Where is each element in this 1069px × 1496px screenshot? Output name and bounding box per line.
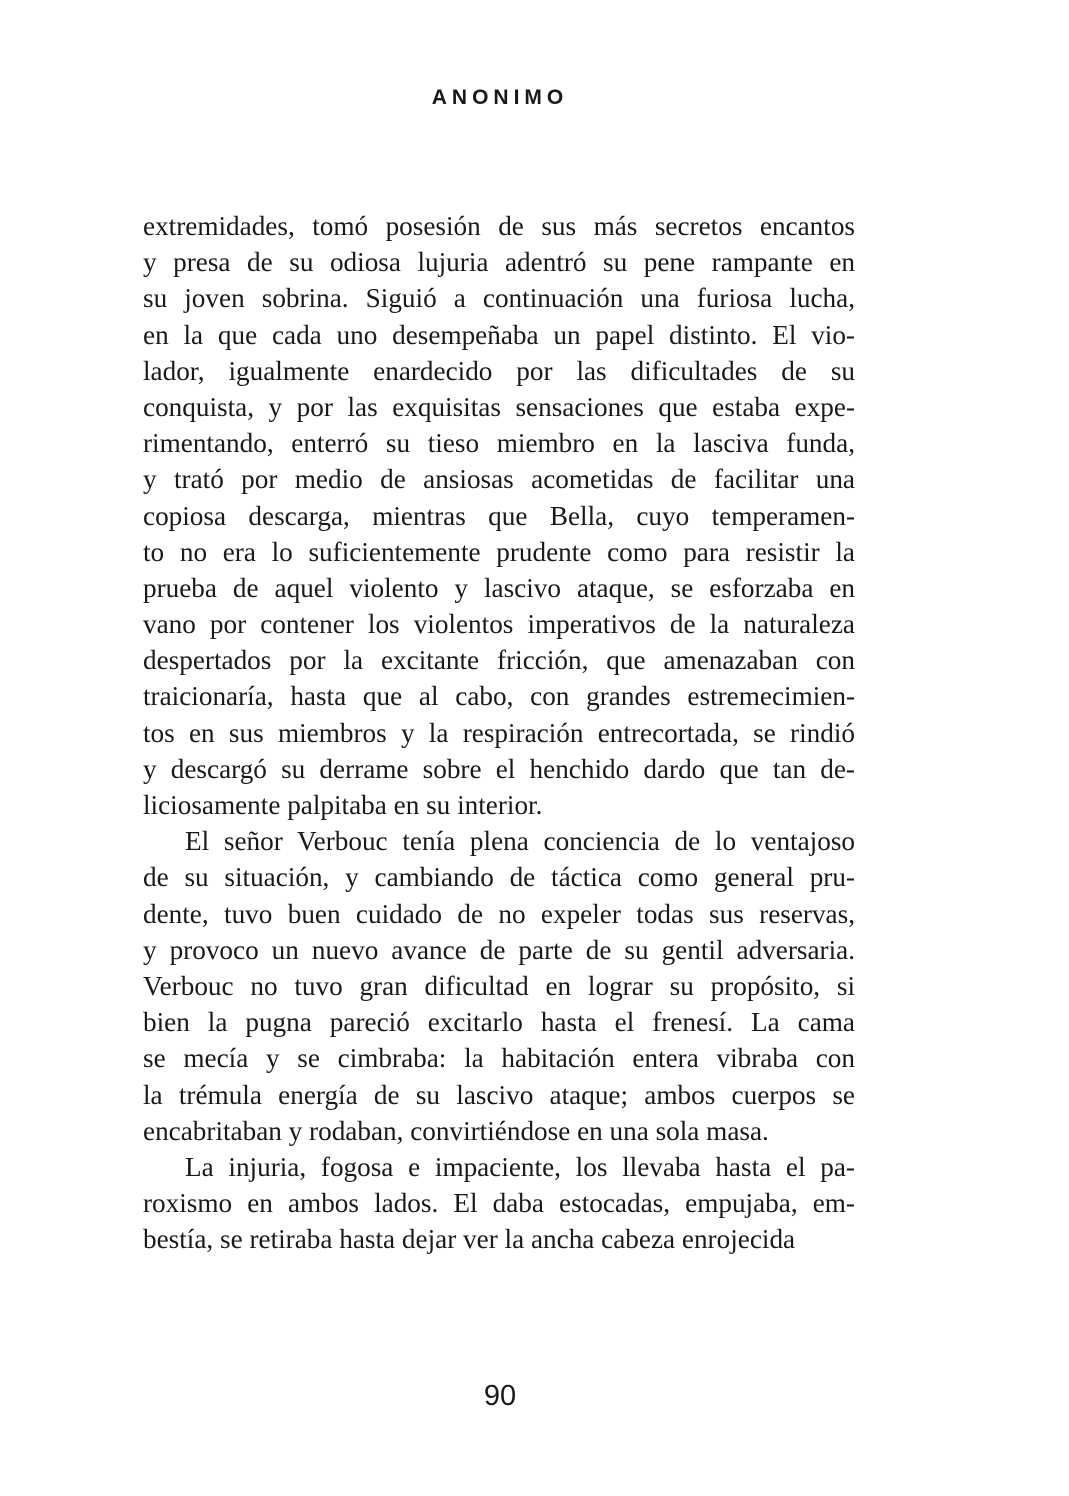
text-line: despertados por la excitante fricción, que amenazaban con <box>143 645 855 676</box>
text-line: El señor Verbouc tenía plena conciencia de lo ventajoso <box>185 826 855 857</box>
text-line: La injuria, fogosa e impaciente, los llevaba hasta el pa- <box>185 1151 855 1182</box>
paragraph <box>143 823 855 1149</box>
text-line: y presa de su odiosa lujuria adentró su pene rampante en <box>143 247 855 278</box>
text-line: roxismo en ambos lados. El daba estocadas, empujaba, em- <box>143 1188 855 1219</box>
text-line: su joven sobrina. Siguió a continuación una furiosa lucha, <box>143 283 855 314</box>
text-line: liciosamente palpitaba en su interior. <box>143 790 543 820</box>
text-line: prueba de aquel violento y lascivo ataque, se esforzaba en <box>143 572 855 603</box>
text-line: vano por contener los violentos imperativos de la naturaleza <box>143 609 855 640</box>
text-line: traicionaría, hasta que al cabo, con grandes estremecimien- <box>143 681 855 712</box>
text-line: y provoco un nuevo avance de parte de su gentil adversaria. <box>143 934 855 965</box>
text-line: encabritaban y rodaban, convirtiéndose en una sola masa. <box>143 1115 769 1146</box>
text-line: de su situación, y cambiando de táctica como general pru- <box>143 862 855 893</box>
page-number: 90 <box>483 1380 517 1412</box>
paragraph <box>143 1149 855 1258</box>
text-line: se mecía y se cimbraba: la habitación entera vibraba con <box>143 1043 855 1074</box>
running-header: ANONIMO <box>431 86 569 109</box>
text-line: en la que cada uno desempeñaba un papel distinto. El vio- <box>143 319 855 350</box>
paragraph <box>143 208 855 823</box>
text-line: dente, tuvo buen cuidado de no expeler todas sus reservas, <box>143 898 855 929</box>
text-line: tos en sus miembros y la respiración entrecortada, se rindió <box>143 717 855 748</box>
text-line: conquista, y por las exquisitas sensaciones que estaba expe- <box>143 391 855 422</box>
text-line: extremidades, tomó posesión de sus más secretos encantos <box>143 211 855 241</box>
text-line: bien la pugna pareció excitarlo hasta el frenesí. La cama <box>143 1007 855 1038</box>
body-text <box>143 208 855 1257</box>
text-line: la trémula energía de su lascivo ataque; ambos cuerpos se <box>143 1079 855 1110</box>
text-line: Verbouc no tuvo gran dificultad en lograr su propósito, si <box>143 970 855 1001</box>
text-line: y descargó su derrame sobre el henchido dardo que tan de- <box>143 753 855 784</box>
text-line: y trató por medio de ansiosas acometidas de facilitar una <box>143 464 855 495</box>
text-line: copiosa descarga, mientras que Bella, cuyo temperamen- <box>143 500 855 531</box>
text-line: bestía, se retiraba hasta dejar ver la ancha cabeza enrojecida <box>143 1224 796 1255</box>
text-line: rimentando, enterró su tieso miembro en la lasciva funda, <box>143 428 855 459</box>
text-line: lador, igualmente enardecido por las dificultades de su <box>143 355 855 386</box>
text-line: to no era lo suficientemente prudente como para resistir la <box>143 536 855 567</box>
